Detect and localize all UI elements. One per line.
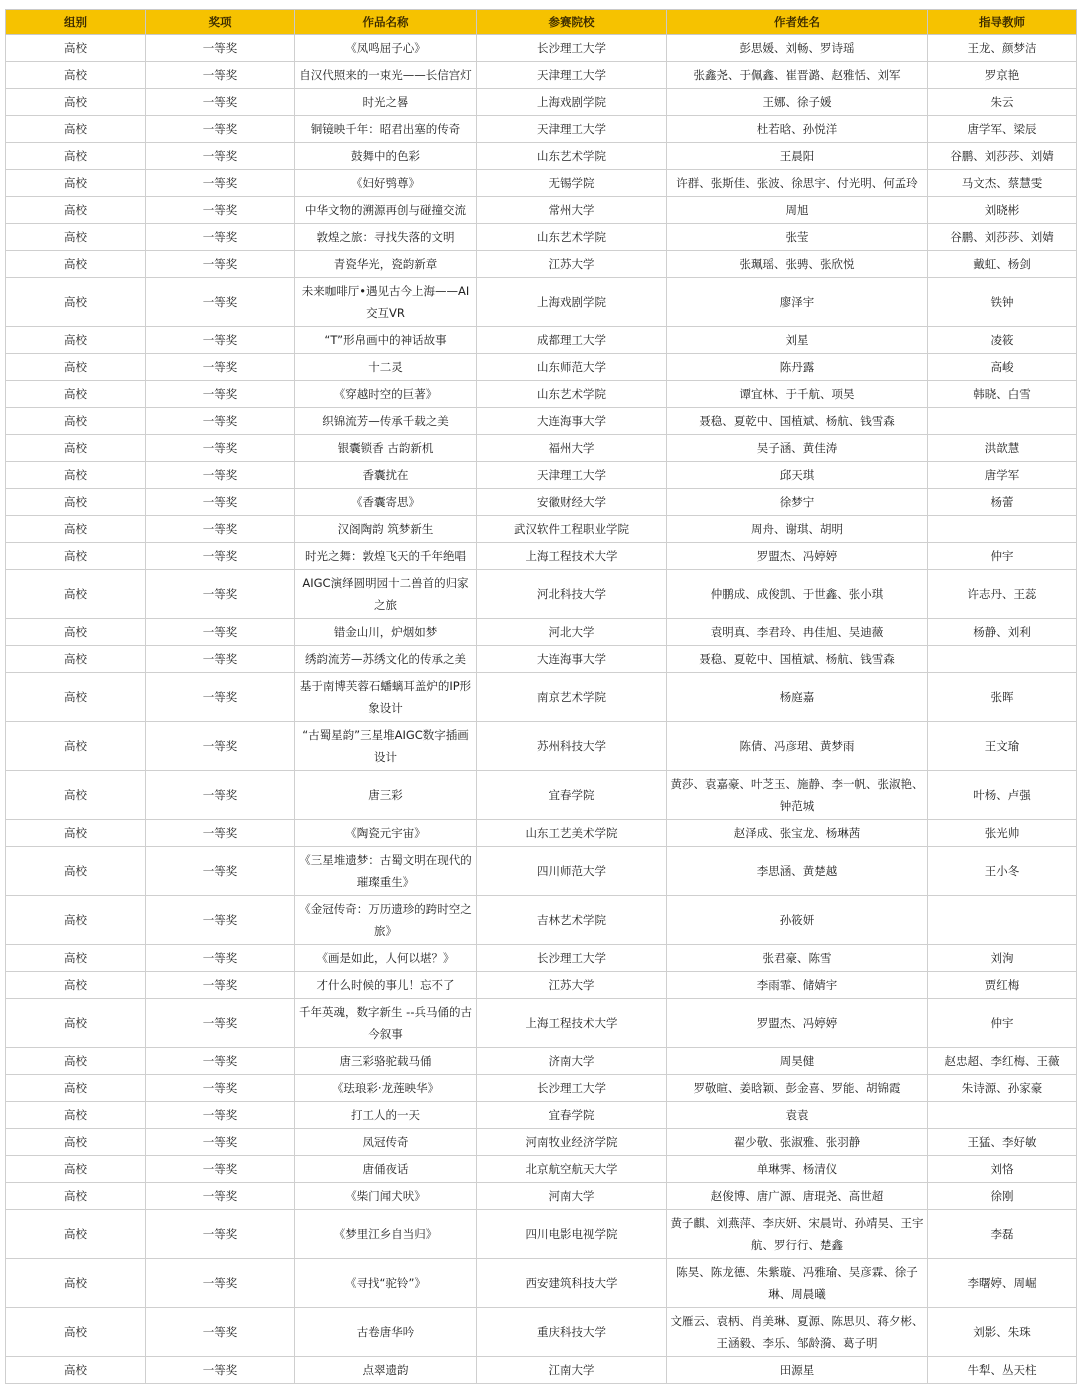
cell-teacher: 刘恪 — [928, 1156, 1077, 1183]
table-row — [6, 1102, 1077, 1129]
cell-award: 一等奖 — [146, 408, 295, 435]
cell-authors: 田源星 — [667, 1357, 928, 1384]
cell-work-title: 唐三彩 — [295, 771, 477, 820]
cell-group: 高校 — [6, 89, 146, 116]
cell-award: 一等奖 — [146, 722, 295, 771]
cell-teacher: 许志丹、王蕊 — [928, 570, 1077, 619]
cell-award: 一等奖 — [146, 1156, 295, 1183]
cell-group: 高校 — [6, 251, 146, 278]
table-row — [6, 1259, 1077, 1308]
cell-authors: 彭思媛、刘畅、罗诗瑶 — [667, 35, 928, 62]
cell-award: 一等奖 — [146, 1357, 295, 1384]
cell-teacher — [928, 1102, 1077, 1129]
cell-school: 山东艺术学院 — [477, 381, 667, 408]
cell-teacher: 杨蕾 — [928, 489, 1077, 516]
cell-award: 一等奖 — [146, 278, 295, 327]
header-teacher: 指导教师 — [928, 10, 1077, 35]
cell-teacher — [928, 516, 1077, 543]
table-row — [6, 722, 1077, 771]
table-row — [6, 143, 1077, 170]
cell-teacher: 铁钟 — [928, 278, 1077, 327]
cell-group: 高校 — [6, 1308, 146, 1357]
cell-award: 一等奖 — [146, 489, 295, 516]
cell-award: 一等奖 — [146, 251, 295, 278]
cell-teacher: 王小冬 — [928, 847, 1077, 896]
table-row — [6, 1183, 1077, 1210]
header-row — [6, 10, 1077, 35]
cell-award: 一等奖 — [146, 771, 295, 820]
table-row — [6, 462, 1077, 489]
cell-authors: 袁袁 — [667, 1102, 928, 1129]
cell-group: 高校 — [6, 381, 146, 408]
cell-school: 上海戏剧学院 — [477, 89, 667, 116]
cell-teacher: 贾红梅 — [928, 972, 1077, 999]
table-row — [6, 847, 1077, 896]
cell-teacher: 朱诗源、孙家豪 — [928, 1075, 1077, 1102]
cell-group: 高校 — [6, 354, 146, 381]
cell-school: 河北科技大学 — [477, 570, 667, 619]
cell-group: 高校 — [6, 197, 146, 224]
cell-school: 吉林艺术学院 — [477, 896, 667, 945]
cell-work-title: 鼓舞中的色彩 — [295, 143, 477, 170]
cell-teacher: 王猛、李好敏 — [928, 1129, 1077, 1156]
cell-teacher: 李曙婷、周崛 — [928, 1259, 1077, 1308]
cell-group: 高校 — [6, 170, 146, 197]
cell-school: 长沙理工大学 — [477, 35, 667, 62]
table-row — [6, 1048, 1077, 1075]
cell-school: 天津理工大学 — [477, 462, 667, 489]
header-work-title: 作品名称 — [295, 10, 477, 35]
cell-teacher: 徐刚 — [928, 1183, 1077, 1210]
cell-school: 江南大学 — [477, 1357, 667, 1384]
cell-work-title: 《珐琅彩·龙莲映华》 — [295, 1075, 477, 1102]
table-row — [6, 381, 1077, 408]
cell-group: 高校 — [6, 1102, 146, 1129]
cell-teacher: 戴虹、杨剑 — [928, 251, 1077, 278]
cell-authors: 仲鹏成、成俊凯、于世鑫、张小琪 — [667, 570, 928, 619]
cell-authors: 袁明真、李君玲、冉佳旭、吴迪薇 — [667, 619, 928, 646]
table-row — [6, 1357, 1077, 1384]
table-row — [6, 62, 1077, 89]
cell-group: 高校 — [6, 771, 146, 820]
table-row — [6, 1075, 1077, 1102]
cell-school: 南京艺术学院 — [477, 673, 667, 722]
cell-teacher: 韩晓、白雪 — [928, 381, 1077, 408]
cell-group: 高校 — [6, 820, 146, 847]
cell-group: 高校 — [6, 1156, 146, 1183]
cell-authors: 赵泽成、张宝龙、杨琳茜 — [667, 820, 928, 847]
cell-work-title: 中华文物的溯源再创与碰撞交流 — [295, 197, 477, 224]
cell-work-title: 错金山川，炉烟如梦 — [295, 619, 477, 646]
cell-group: 高校 — [6, 327, 146, 354]
cell-group: 高校 — [6, 35, 146, 62]
table-row — [6, 1129, 1077, 1156]
cell-group: 高校 — [6, 543, 146, 570]
cell-award: 一等奖 — [146, 1308, 295, 1357]
cell-authors: 赵俊博、唐广源、唐琨尧、高世超 — [667, 1183, 928, 1210]
cell-group: 高校 — [6, 278, 146, 327]
cell-award: 一等奖 — [146, 1210, 295, 1259]
cell-authors: 张莹 — [667, 224, 928, 251]
cell-group: 高校 — [6, 570, 146, 619]
cell-award: 一等奖 — [146, 143, 295, 170]
cell-authors: 李思涵、黄楚越 — [667, 847, 928, 896]
table-row — [6, 89, 1077, 116]
cell-authors: 谭宜林、于千航、项昊 — [667, 381, 928, 408]
cell-award: 一等奖 — [146, 1183, 295, 1210]
cell-group: 高校 — [6, 673, 146, 722]
cell-award: 一等奖 — [146, 1075, 295, 1102]
cell-award: 一等奖 — [146, 646, 295, 673]
cell-award: 一等奖 — [146, 116, 295, 143]
cell-school: 山东工艺美术学院 — [477, 820, 667, 847]
cell-teacher: 马文杰、蔡慧雯 — [928, 170, 1077, 197]
cell-teacher: 仲宇 — [928, 543, 1077, 570]
table-row — [6, 489, 1077, 516]
cell-group: 高校 — [6, 489, 146, 516]
cell-teacher: 刘洵 — [928, 945, 1077, 972]
cell-authors: 周舟、谢琪、胡明 — [667, 516, 928, 543]
header-group: 组别 — [6, 10, 146, 35]
cell-authors: 单琳霁、杨清仪 — [667, 1156, 928, 1183]
cell-award: 一等奖 — [146, 354, 295, 381]
cell-award: 一等奖 — [146, 896, 295, 945]
cell-teacher — [928, 646, 1077, 673]
table-row — [6, 197, 1077, 224]
table-row — [6, 251, 1077, 278]
cell-authors: 吴子涵、黄佳涛 — [667, 435, 928, 462]
cell-school: 宜春学院 — [477, 771, 667, 820]
cell-award: 一等奖 — [146, 435, 295, 462]
cell-authors: 罗敬暄、姜晗颖、彭金喜、罗能、胡锦霞 — [667, 1075, 928, 1102]
cell-group: 高校 — [6, 722, 146, 771]
cell-authors: 文雁云、袁柄、肖美琳、夏源、陈思贝、蒋夕彬、王涵毅、李乐、邹龄漪、葛子明 — [667, 1308, 928, 1357]
cell-school: 无锡学院 — [477, 170, 667, 197]
cell-authors: 聂稳、夏乾中、国植斌、杨航、钱雪森 — [667, 408, 928, 435]
cell-authors: 徐梦宁 — [667, 489, 928, 516]
table-row — [6, 516, 1077, 543]
table-row — [6, 35, 1077, 62]
cell-work-title: 《穿越时空的巨著》 — [295, 381, 477, 408]
cell-group: 高校 — [6, 143, 146, 170]
cell-work-title: 汉阁陶韵 筑梦新生 — [295, 516, 477, 543]
header-school: 参赛院校 — [477, 10, 667, 35]
cell-school: 武汉软件工程职业学院 — [477, 516, 667, 543]
cell-authors: 杜若晗、孙悦洋 — [667, 116, 928, 143]
cell-work-title: 青瓷华光，瓷韵新章 — [295, 251, 477, 278]
table-row — [6, 354, 1077, 381]
cell-award: 一等奖 — [146, 462, 295, 489]
cell-award: 一等奖 — [146, 35, 295, 62]
cell-work-title: 凤冠传奇 — [295, 1129, 477, 1156]
cell-teacher: 叶杨、卢强 — [928, 771, 1077, 820]
cell-award: 一等奖 — [146, 89, 295, 116]
cell-award: 一等奖 — [146, 224, 295, 251]
cell-school: 常州大学 — [477, 197, 667, 224]
cell-teacher: 杨静、刘利 — [928, 619, 1077, 646]
cell-teacher: 张晖 — [928, 673, 1077, 722]
cell-authors: 张君豪、陈雪 — [667, 945, 928, 972]
cell-work-title: 敦煌之旅：寻找失落的文明 — [295, 224, 477, 251]
cell-group: 高校 — [6, 435, 146, 462]
cell-school: 河南牧业经济学院 — [477, 1129, 667, 1156]
cell-work-title: AIGC演绎圆明园十二兽首的归家之旅 — [295, 570, 477, 619]
cell-work-title: 古卷唐华吟 — [295, 1308, 477, 1357]
cell-teacher: 刘晓彬 — [928, 197, 1077, 224]
cell-work-title: 《金冠传奇：万历遗珍的跨时空之旅》 — [295, 896, 477, 945]
cell-school: 四川电影电视学院 — [477, 1210, 667, 1259]
cell-teacher: 李磊 — [928, 1210, 1077, 1259]
cell-group: 高校 — [6, 1075, 146, 1102]
cell-work-title: 《妇好鸮尊》 — [295, 170, 477, 197]
cell-group: 高校 — [6, 1259, 146, 1308]
cell-award: 一等奖 — [146, 516, 295, 543]
cell-authors: 罗盟杰、冯婷婷 — [667, 543, 928, 570]
cell-school: 上海工程技术大学 — [477, 999, 667, 1048]
cell-group: 高校 — [6, 1129, 146, 1156]
cell-work-title: 点翠遗韵 — [295, 1357, 477, 1384]
cell-school: 安徽财经大学 — [477, 489, 667, 516]
cell-group: 高校 — [6, 945, 146, 972]
cell-teacher: 张光帅 — [928, 820, 1077, 847]
cell-award: 一等奖 — [146, 197, 295, 224]
table-row — [6, 170, 1077, 197]
table-row — [6, 1210, 1077, 1259]
cell-work-title: 唐俑夜话 — [295, 1156, 477, 1183]
cell-school: 长沙理工大学 — [477, 945, 667, 972]
cell-school: 福州大学 — [477, 435, 667, 462]
cell-school: 长沙理工大学 — [477, 1075, 667, 1102]
cell-work-title: 自汉代照来的一束光——长信宫灯 — [295, 62, 477, 89]
table-row — [6, 570, 1077, 619]
cell-teacher: 牛犁、丛天柱 — [928, 1357, 1077, 1384]
cell-award: 一等奖 — [146, 327, 295, 354]
table-row — [6, 435, 1077, 462]
cell-group: 高校 — [6, 1210, 146, 1259]
cell-work-title: 《寻找“驼铃”》 — [295, 1259, 477, 1308]
cell-teacher: 谷鹏、刘莎莎、刘婧 — [928, 224, 1077, 251]
cell-school: 苏州科技大学 — [477, 722, 667, 771]
cell-teacher: 罗京艳 — [928, 62, 1077, 89]
cell-work-title: 《柴门闻犬吠》 — [295, 1183, 477, 1210]
cell-work-title: 基于南博芙蓉石蟠螭耳盖炉的IP形象设计 — [295, 673, 477, 722]
cell-award: 一等奖 — [146, 972, 295, 999]
cell-teacher — [928, 408, 1077, 435]
cell-authors: 王晨阳 — [667, 143, 928, 170]
awards-table — [5, 9, 1077, 1384]
cell-work-title: 《画是如此，人何以堪？》 — [295, 945, 477, 972]
cell-group: 高校 — [6, 646, 146, 673]
cell-group: 高校 — [6, 224, 146, 251]
cell-award: 一等奖 — [146, 170, 295, 197]
cell-work-title: 千年英魂，数字新生 --兵马俑的古今叙事 — [295, 999, 477, 1048]
cell-authors: 王娜、徐子媛 — [667, 89, 928, 116]
table-row — [6, 646, 1077, 673]
cell-work-title: 香囊扰在 — [295, 462, 477, 489]
table-row — [6, 278, 1077, 327]
cell-work-title: “T”形帛画中的神话故事 — [295, 327, 477, 354]
cell-work-title: 才什么时候的事儿！忘不了 — [295, 972, 477, 999]
cell-work-title: 铜镜映千年：昭君出塞的传奇 — [295, 116, 477, 143]
table-row — [6, 1308, 1077, 1357]
cell-authors: 周昊健 — [667, 1048, 928, 1075]
cell-award: 一等奖 — [146, 381, 295, 408]
cell-school: 山东艺术学院 — [477, 143, 667, 170]
cell-teacher: 王龙、颜梦洁 — [928, 35, 1077, 62]
cell-school: 河南大学 — [477, 1183, 667, 1210]
table-row — [6, 771, 1077, 820]
cell-authors: 黄子麒、刘燕萍、李庆妍、宋晨岢、孙靖昊、王宇航、罗行行、楚鑫 — [667, 1210, 928, 1259]
cell-work-title: “古蜀星韵”三星堆AIGC数字插画设计 — [295, 722, 477, 771]
cell-teacher — [928, 896, 1077, 945]
table-row — [6, 543, 1077, 570]
cell-award: 一等奖 — [146, 847, 295, 896]
cell-school: 宜春学院 — [477, 1102, 667, 1129]
cell-school: 大连海事大学 — [477, 408, 667, 435]
cell-authors: 陈倩、冯彦珺、黄梦雨 — [667, 722, 928, 771]
cell-group: 高校 — [6, 408, 146, 435]
cell-work-title: 未来咖啡厅•遇见古今上海——AI交互VR — [295, 278, 477, 327]
cell-teacher: 赵忠超、李红梅、王薇 — [928, 1048, 1077, 1075]
table-body — [6, 35, 1077, 1384]
cell-work-title: 织锦流芳—传承千载之美 — [295, 408, 477, 435]
cell-authors: 刘星 — [667, 327, 928, 354]
cell-teacher: 刘影、朱珠 — [928, 1308, 1077, 1357]
cell-school: 重庆科技大学 — [477, 1308, 667, 1357]
cell-award: 一等奖 — [146, 1102, 295, 1129]
cell-school: 河北大学 — [477, 619, 667, 646]
cell-award: 一等奖 — [146, 1259, 295, 1308]
cell-authors: 陈丹露 — [667, 354, 928, 381]
cell-school: 上海工程技术大学 — [477, 543, 667, 570]
table-row — [6, 673, 1077, 722]
cell-teacher: 洪歆慧 — [928, 435, 1077, 462]
cell-group: 高校 — [6, 462, 146, 489]
cell-authors: 周旭 — [667, 197, 928, 224]
cell-authors: 杨庭嘉 — [667, 673, 928, 722]
cell-school: 山东师范大学 — [477, 354, 667, 381]
cell-authors: 张珮瑶、张骋、张欣悦 — [667, 251, 928, 278]
cell-award: 一等奖 — [146, 62, 295, 89]
table-row — [6, 999, 1077, 1048]
cell-authors: 孙筱妍 — [667, 896, 928, 945]
cell-award: 一等奖 — [146, 1048, 295, 1075]
cell-school: 山东艺术学院 — [477, 224, 667, 251]
cell-teacher: 谷鹏、刘莎莎、刘婧 — [928, 143, 1077, 170]
table-row — [6, 896, 1077, 945]
cell-teacher: 凌筱 — [928, 327, 1077, 354]
cell-teacher: 高峻 — [928, 354, 1077, 381]
cell-work-title: 绣韵流芳—苏绣文化的传承之美 — [295, 646, 477, 673]
cell-award: 一等奖 — [146, 543, 295, 570]
cell-award: 一等奖 — [146, 619, 295, 646]
cell-teacher: 唐学军、梁辰 — [928, 116, 1077, 143]
cell-group: 高校 — [6, 1183, 146, 1210]
cell-teacher: 王文瑜 — [928, 722, 1077, 771]
cell-award: 一等奖 — [146, 820, 295, 847]
header-award: 奖项 — [146, 10, 295, 35]
cell-authors: 廖泽宇 — [667, 278, 928, 327]
cell-teacher: 唐学军 — [928, 462, 1077, 489]
cell-school: 西安建筑科技大学 — [477, 1259, 667, 1308]
cell-authors: 李雨霏、储婧宇 — [667, 972, 928, 999]
cell-work-title: 打工人的一天 — [295, 1102, 477, 1129]
cell-authors: 邱天琪 — [667, 462, 928, 489]
cell-work-title: 唐三彩骆驼载马俑 — [295, 1048, 477, 1075]
table-row — [6, 619, 1077, 646]
cell-authors: 许群、张斯佳、张波、徐思宇、付光明、何孟玲 — [667, 170, 928, 197]
table-row — [6, 820, 1077, 847]
table-row — [6, 945, 1077, 972]
cell-authors: 罗盟杰、冯婷婷 — [667, 999, 928, 1048]
cell-group: 高校 — [6, 516, 146, 543]
cell-award: 一等奖 — [146, 570, 295, 619]
cell-group: 高校 — [6, 1357, 146, 1384]
table-row — [6, 972, 1077, 999]
cell-group: 高校 — [6, 972, 146, 999]
table-row — [6, 408, 1077, 435]
cell-group: 高校 — [6, 896, 146, 945]
cell-authors: 陈昊、陈龙德、朱紫璇、冯雅瑜、吴彦霖、徐子琳、周晨曦 — [667, 1259, 928, 1308]
header-authors: 作者姓名 — [667, 10, 928, 35]
cell-school: 成都理工大学 — [477, 327, 667, 354]
cell-group: 高校 — [6, 1048, 146, 1075]
table-row — [6, 1156, 1077, 1183]
cell-group: 高校 — [6, 116, 146, 143]
cell-authors: 聂稳、夏乾中、国植斌、杨航、钱雪森 — [667, 646, 928, 673]
cell-award: 一等奖 — [146, 999, 295, 1048]
table-row — [6, 327, 1077, 354]
cell-work-title: 《陶瓷元宇宙》 — [295, 820, 477, 847]
cell-school: 江苏大学 — [477, 251, 667, 278]
cell-teacher: 仲宇 — [928, 999, 1077, 1048]
table-row — [6, 224, 1077, 251]
cell-work-title: 《香囊寄思》 — [295, 489, 477, 516]
cell-school: 上海戏剧学院 — [477, 278, 667, 327]
cell-work-title: 十二灵 — [295, 354, 477, 381]
cell-authors: 黄莎、袁嘉豪、叶芝玉、施静、李一帆、张淑艳、钟范城 — [667, 771, 928, 820]
cell-group: 高校 — [6, 847, 146, 896]
cell-school: 天津理工大学 — [477, 116, 667, 143]
cell-work-title: 银囊锁香 古韵新机 — [295, 435, 477, 462]
cell-school: 天津理工大学 — [477, 62, 667, 89]
cell-work-title: 《三星堆遗梦：古蜀文明在现代的璀璨重生》 — [295, 847, 477, 896]
cell-school: 北京航空航天大学 — [477, 1156, 667, 1183]
cell-award: 一等奖 — [146, 1129, 295, 1156]
cell-teacher: 朱云 — [928, 89, 1077, 116]
cell-award: 一等奖 — [146, 673, 295, 722]
cell-work-title: 时光之晷 — [295, 89, 477, 116]
cell-group: 高校 — [6, 999, 146, 1048]
cell-authors: 张鑫尧、于佩鑫、崔晋潞、赵雅恬、刘军 — [667, 62, 928, 89]
cell-authors: 翟少敬、张淑雅、张羽静 — [667, 1129, 928, 1156]
cell-school: 四川师范大学 — [477, 847, 667, 896]
cell-school: 大连海事大学 — [477, 646, 667, 673]
cell-school: 济南大学 — [477, 1048, 667, 1075]
cell-group: 高校 — [6, 62, 146, 89]
cell-group: 高校 — [6, 619, 146, 646]
cell-school: 江苏大学 — [477, 972, 667, 999]
cell-work-title: 《凤鸣屈子心》 — [295, 35, 477, 62]
cell-work-title: 《梦里江乡自当归》 — [295, 1210, 477, 1259]
cell-work-title: 时光之舞：敦煌飞天的千年绝唱 — [295, 543, 477, 570]
table-row — [6, 116, 1077, 143]
cell-award: 一等奖 — [146, 945, 295, 972]
